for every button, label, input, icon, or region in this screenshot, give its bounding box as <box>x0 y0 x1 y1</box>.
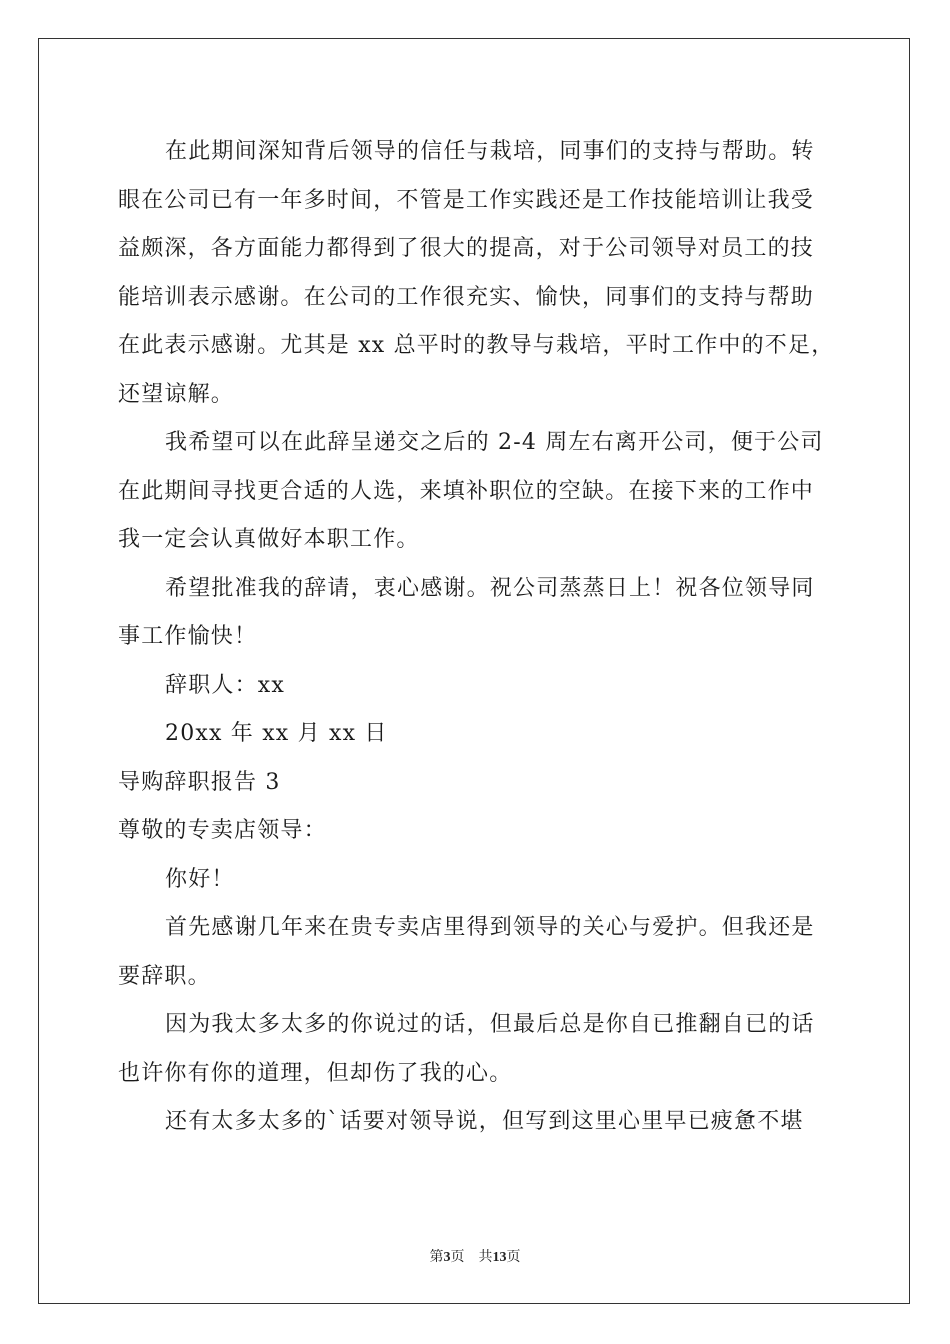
page-total: 13 <box>492 1250 507 1265</box>
paragraph-line: 要辞职。 <box>118 963 211 989</box>
paragraph-line: 能培训表示感谢。在公司的工作很充实、愉快，同事们的支持与帮助 <box>118 284 815 310</box>
paragraph-line: 在此期间寻找更合适的人选，来填补职位的空缺。在接下来的工作中 <box>118 478 815 504</box>
paragraph-line: 也许你有你的道理，但却伤了我的心。 <box>118 1060 513 1086</box>
paragraph-line: 在此期间深知背后领导的信任与栽培，同事们的支持与帮助。转 <box>165 139 815 164</box>
paragraph-line: 希望批准我的辞请，衷心感谢。祝公司蒸蒸日上！祝各位领导同 <box>165 575 815 601</box>
section-heading: 导购辞职报告 3 <box>118 769 281 795</box>
paragraph-line: 首先感谢几年来在贵专卖店里得到领导的关心与爱护。但我还是 <box>165 915 815 940</box>
paragraph-line: 益颇深，各方面能力都得到了很大的提高，对于公司领导对员工的技 <box>118 236 815 261</box>
document-body <box>118 128 838 1147</box>
greeting: 你好！ <box>165 866 235 892</box>
paragraph-line: 还望谅解。 <box>118 381 235 407</box>
paragraph-line: 我希望可以在此辞呈递交之后的 2-4 周左右离开公司，便于公司 <box>165 430 824 455</box>
paragraph-line: 我一定会认真做好本职工作。 <box>118 527 420 552</box>
total-suffix: 页 <box>506 1250 521 1265</box>
total-prefix: 共 <box>478 1250 493 1265</box>
signature-line: 辞职人：xx <box>165 672 286 698</box>
salutation: 尊敬的专卖店领导： <box>118 818 327 843</box>
page-footer <box>0 1246 950 1266</box>
paragraph-line: 在此表示感谢。尤其是 xx 总平时的教导与栽培，平时工作中的不足， <box>118 333 835 358</box>
page-prefix: 第 <box>429 1250 444 1265</box>
page-current: 3 <box>443 1250 451 1265</box>
page-suffix: 页 <box>450 1250 465 1265</box>
date-line: 20xx 年 xx 月 xx 日 <box>165 721 388 746</box>
paragraph-line: 眼在公司已有一年多时间，不管是工作实践还是工作技能培训让我受 <box>118 187 815 213</box>
paragraph-line: 事工作愉快！ <box>118 624 258 649</box>
paragraph-line: 还有太多太多的`话要对领导说，但写到这里心里早已疲惫不堪 <box>165 1109 804 1134</box>
paragraph-line: 因为我太多太多的你说过的话，但最后总是你自已推翻自已的话 <box>165 1012 815 1037</box>
